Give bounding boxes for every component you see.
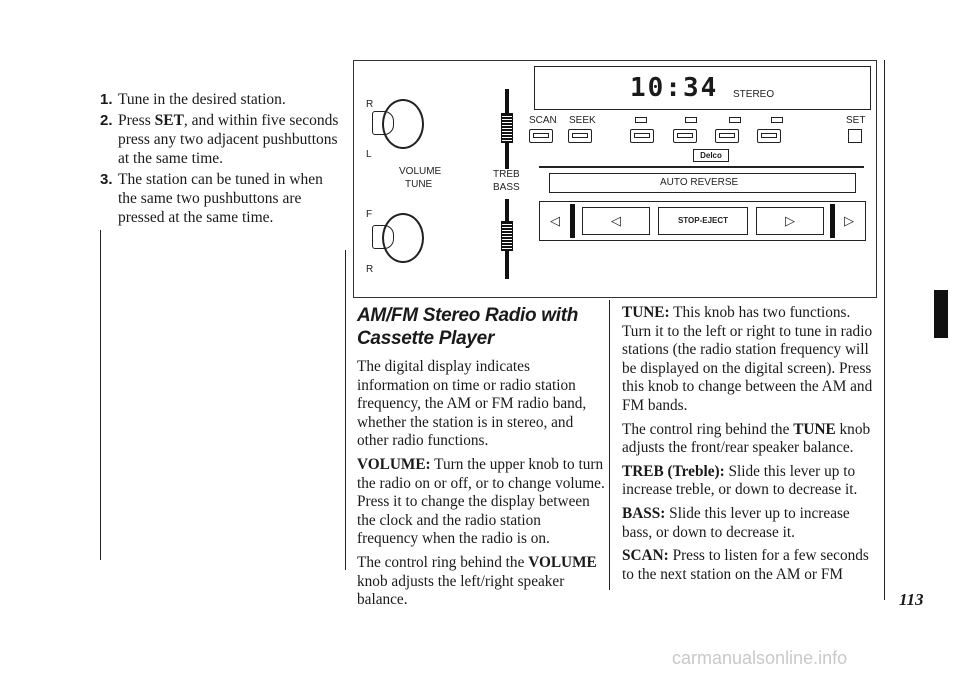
stop-eject-button <box>658 207 748 235</box>
treble-lever <box>501 113 513 143</box>
volume-ring-paragraph <box>357 554 605 610</box>
fast-forward-icon: ▷ <box>785 213 795 228</box>
step-text: Press <box>118 112 155 129</box>
page-edge-rule <box>884 60 885 600</box>
preset-indicator <box>685 117 697 123</box>
seek-button <box>568 129 592 143</box>
digital-display <box>534 66 871 110</box>
tune-label: TUNE <box>405 179 433 190</box>
step-text: , and within five seconds press any two adjacent pushbuttons at the same time. <box>118 112 339 167</box>
volume-keyword: VOLUME: <box>357 455 431 473</box>
volume-paragraph <box>357 456 605 549</box>
ring-keyword: VOLUME <box>528 553 597 571</box>
preset-button-1 <box>630 129 654 143</box>
ring-text: knob adjusts the left/right speaker balance. <box>357 572 565 609</box>
cassette-slot-left <box>570 204 575 238</box>
step-keyword: SET <box>154 112 184 129</box>
stereo-indicator: STEREO <box>733 89 775 100</box>
auto-reverse-label: AUTO REVERSE <box>660 177 739 188</box>
fade-rear-label: R <box>366 264 374 275</box>
step-text: Tune in the desired station. <box>118 91 286 108</box>
article-column-1 <box>357 304 605 615</box>
step-number: 1. <box>100 91 113 108</box>
bass-paragraph <box>622 505 880 542</box>
preset-indicator <box>635 117 647 123</box>
ring-text: The control ring behind the <box>622 420 794 438</box>
article-column-2 <box>622 304 880 589</box>
cassette-slot-right <box>830 204 835 238</box>
preset-steps <box>100 90 345 229</box>
brand-badge: Delco <box>693 149 729 162</box>
ring-keyword: TUNE <box>793 420 836 438</box>
column-rule-right <box>609 300 610 590</box>
cassette-divider <box>539 166 864 168</box>
balance-left-label: L <box>366 149 372 160</box>
tune-ring-paragraph <box>622 421 880 458</box>
column-rule-mid <box>345 250 346 570</box>
step-1 <box>100 90 345 109</box>
scan-keyword: SCAN: <box>622 547 669 565</box>
volume-text: Turn the upper knob to turn the radio on or off, or to change volume. Press it to change the display between the clock and the radio station frequency when the radio is on. <box>357 455 605 548</box>
stop-eject-label: STOP-EJECT <box>677 216 729 225</box>
balance-right-label: R <box>366 99 374 110</box>
rewind-button <box>582 207 650 235</box>
volume-ring <box>372 111 394 135</box>
treble-label: TREB <box>493 169 520 180</box>
clock-readout: 10:34 <box>630 73 719 103</box>
preset-button-3 <box>715 129 739 143</box>
bass-keyword: BASS: <box>622 504 666 522</box>
heading-line: Cassette Player <box>357 328 495 349</box>
section-tab <box>934 290 948 338</box>
seek-label: SEEK <box>569 115 596 126</box>
step-number: 2. <box>100 112 113 129</box>
scan-text: Press to listen for a few seconds to the next station on the AM or FM <box>622 547 869 583</box>
fast-forward-button <box>756 207 824 235</box>
bass-label: BASS <box>493 182 520 193</box>
intro-paragraph: The digital display indicates information on time or radio station frequency, the AM or FM radio band, whether the station is in stereo, and other radio functions. <box>357 358 587 450</box>
bass-text: Slide this lever up to increase bass, or down to decrease it. <box>622 504 850 541</box>
scan-paragraph <box>622 547 880 584</box>
step-3 <box>100 170 345 227</box>
tune-text: This knob has two functions. Turn it to the left or right to tune in radio stations (the radio station frequency will be displayed on the digital screen). Press this knob to change between the AM and FM bands. <box>622 304 873 414</box>
set-button <box>848 129 862 143</box>
volume-label: VOLUME <box>399 166 442 177</box>
watermark: carmanualsonline.info <box>672 648 848 668</box>
section-heading <box>357 304 605 350</box>
step-text: The station can be tuned in when the same two pushbuttons are pressed at the same time. <box>118 171 323 226</box>
column-rule-left <box>100 230 101 560</box>
tune-ring <box>372 225 394 249</box>
page-number: 113 <box>899 590 924 609</box>
treble-text: Slide this lever up to increase treble, or down to decrease it. <box>622 462 858 499</box>
preset-indicator <box>729 117 741 123</box>
rewind-arrow-icon: ◁ <box>550 213 560 228</box>
ring-text: knob adjusts the front/rear speaker balance. <box>622 420 871 457</box>
bass-lever <box>501 221 513 251</box>
fade-front-label: F <box>366 209 373 220</box>
scan-label: SCAN <box>529 115 557 126</box>
scan-button <box>529 129 553 143</box>
preset-button-4 <box>757 129 781 143</box>
step-2 <box>100 111 345 168</box>
set-label: SET <box>846 115 866 126</box>
treble-paragraph <box>622 463 880 500</box>
preset-button-2 <box>673 129 697 143</box>
ring-text: The control ring behind the <box>357 553 529 571</box>
forward-arrow-icon: ▷ <box>844 213 854 228</box>
tune-paragraph <box>622 304 880 416</box>
rewind-icon: ◁ <box>611 213 621 228</box>
preset-indicator <box>771 117 783 123</box>
cassette-controls <box>539 201 866 241</box>
heading-line: AM/FM Stereo Radio with <box>357 305 579 326</box>
step-number: 3. <box>100 171 113 188</box>
treble-keyword: TREB (Treble): <box>622 462 725 480</box>
cassette-door <box>549 173 856 193</box>
tune-keyword: TUNE: <box>622 304 670 321</box>
radio-diagram <box>353 60 877 298</box>
